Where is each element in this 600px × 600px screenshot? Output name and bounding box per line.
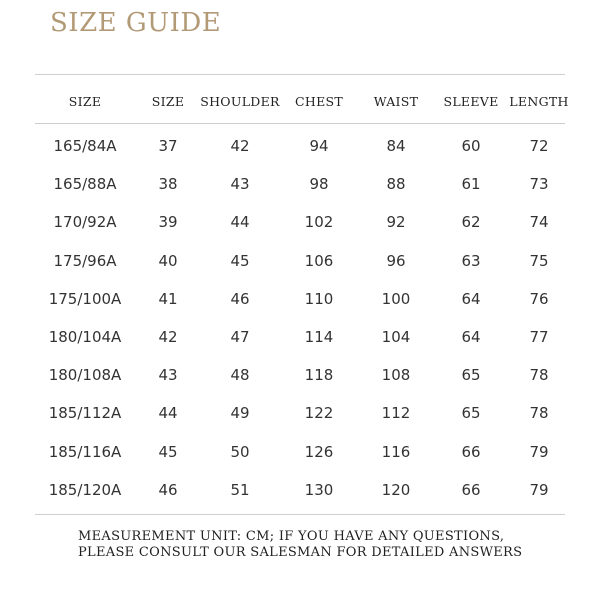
- table-cell: 122: [304, 404, 334, 423]
- table-cell: 130: [304, 480, 334, 499]
- table-cell: 98: [309, 175, 329, 194]
- table-cell: 114: [304, 328, 334, 346]
- table-cell: 84: [386, 137, 406, 155]
- table-cell: 96: [386, 251, 406, 270]
- table-cell: 165/88A: [53, 175, 117, 194]
- header-waist: WAIST: [373, 94, 419, 109]
- table-cell: 62: [461, 213, 481, 232]
- table-cell: 61: [461, 175, 481, 194]
- measurement-note-line-2: PLEASE CONSULT OUR SALESMAN FOR DETAILED ANSWERS: [78, 545, 523, 560]
- table-cell: 75: [529, 251, 549, 270]
- table-cell: 44: [158, 404, 178, 423]
- table-cell: 40: [158, 251, 178, 270]
- table-cell: 42: [230, 137, 250, 155]
- table-cell: 66: [461, 442, 481, 461]
- table-cell: 39: [158, 213, 178, 232]
- table-cell: 73: [529, 175, 549, 194]
- table-cell: 185/116A: [48, 442, 122, 461]
- header-size-code: SIZE: [68, 94, 102, 109]
- measurement-note: [78, 529, 522, 561]
- table-cell: 65: [461, 366, 481, 385]
- table-cell: 48: [230, 366, 250, 385]
- table-cell: 116: [381, 442, 411, 461]
- table-cell: 185/112A: [48, 404, 122, 423]
- table-cell: 44: [230, 213, 250, 232]
- table-cell: 126: [304, 442, 334, 461]
- table-cell: 180/104A: [48, 328, 122, 346]
- table-cell: 45: [230, 251, 250, 270]
- table-cell: 47: [230, 328, 250, 346]
- header-size: SIZE: [151, 94, 185, 109]
- table-cell: 108: [381, 366, 411, 385]
- table-cell: 79: [529, 480, 549, 499]
- table-cell: 46: [158, 480, 178, 499]
- table-cell: 42: [158, 328, 178, 346]
- table-cell: 45: [158, 442, 178, 461]
- table-cell: 118: [304, 366, 334, 385]
- table-cell: 60: [461, 137, 481, 155]
- table-cell: 74: [529, 213, 549, 232]
- table-cell: 180/108A: [48, 366, 122, 385]
- table-cell: 100: [381, 289, 411, 308]
- table-cell: 63: [461, 251, 481, 270]
- table-cell: 92: [386, 213, 406, 232]
- header-shoulder: SHOULDER: [200, 94, 280, 109]
- size-table: [35, 0, 569, 600]
- table-cell: 43: [230, 175, 250, 194]
- table-cell: 88: [386, 175, 406, 194]
- table-cell: 41: [158, 289, 178, 308]
- table-cell: 38: [158, 175, 178, 194]
- table-cell: 64: [461, 328, 481, 346]
- table-cell: 64: [461, 289, 481, 308]
- table-cell: 43: [158, 366, 178, 385]
- table-cell: 77: [529, 328, 549, 346]
- table-cell: 165/84A: [53, 137, 117, 155]
- table-cell: 175/96A: [53, 251, 117, 270]
- table-cell: 65: [461, 404, 481, 423]
- page-title: SIZE GUIDE: [50, 8, 222, 38]
- table-cell: 104: [381, 328, 411, 346]
- table-cell: 106: [304, 251, 334, 270]
- table-cell: 79: [529, 442, 549, 461]
- table-cell: 78: [529, 404, 549, 423]
- table-cell: 175/100A: [48, 289, 122, 308]
- table-cell: 170/92A: [53, 213, 117, 232]
- table-cell: 120: [381, 480, 411, 499]
- header-chest: CHEST: [295, 94, 343, 109]
- table-cell: 50: [230, 442, 250, 461]
- header-length: LENGTH: [509, 94, 569, 109]
- table-cell: 112: [381, 404, 411, 423]
- header-sleeve: SLEEVE: [443, 94, 499, 109]
- table-cell: 94: [309, 137, 329, 155]
- table-cell: 110: [304, 289, 334, 308]
- table-cell: 66: [461, 480, 481, 499]
- table-cell: 51: [230, 480, 250, 499]
- table-cell: 37: [158, 137, 178, 155]
- table-cell: 72: [529, 137, 549, 155]
- table-cell: 102: [304, 213, 334, 232]
- table-cell: 78: [529, 366, 549, 385]
- table-cell: 76: [529, 289, 549, 308]
- table-cell: 49: [230, 404, 250, 423]
- table-cell: 46: [230, 289, 250, 308]
- measurement-note-line-1: MEASUREMENT UNIT: CM; IF YOU HAVE ANY QUESTIONS,: [78, 529, 505, 544]
- table-cell: 185/120A: [48, 480, 122, 499]
